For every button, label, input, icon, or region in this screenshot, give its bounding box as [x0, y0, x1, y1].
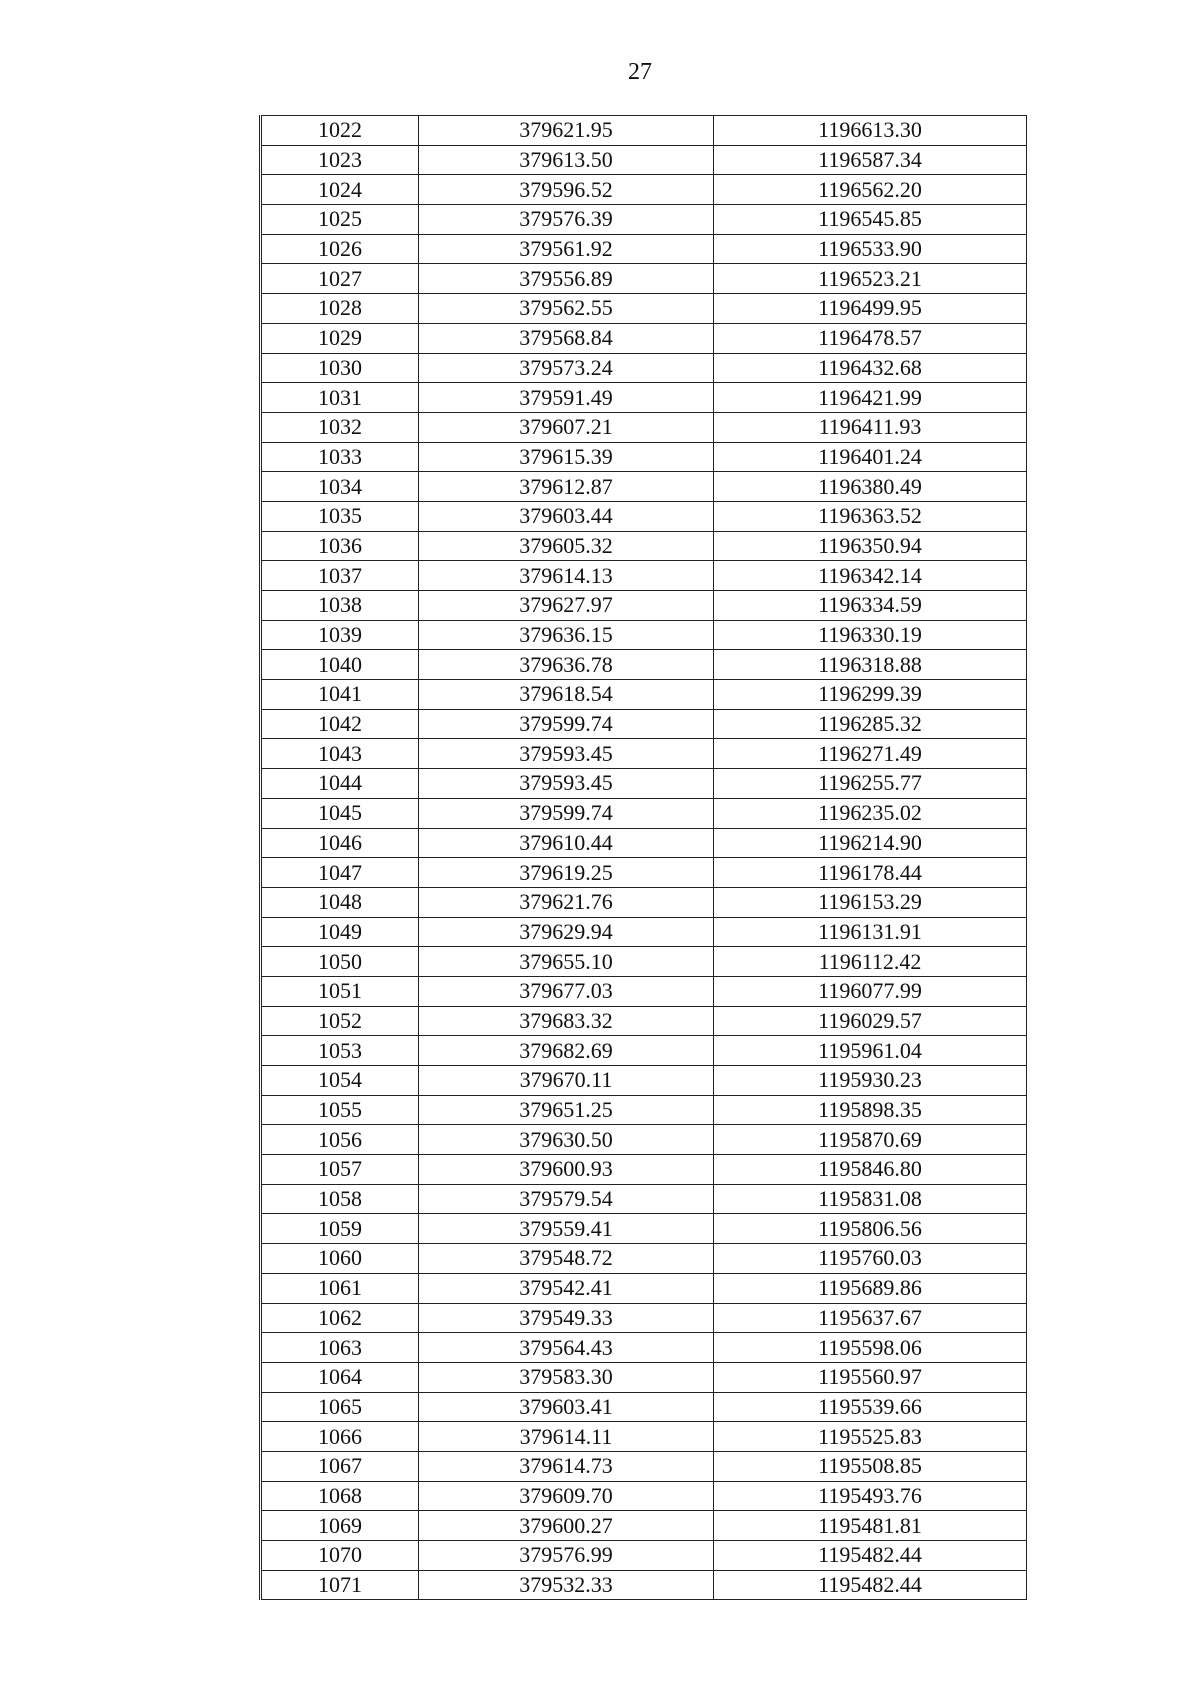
y-coordinate-cell: 1196318.88: [714, 650, 1027, 680]
point-number-cell: 1055: [261, 1095, 419, 1125]
x-coordinate-cell: 379600.93: [419, 1155, 714, 1185]
table-row: [261, 1362, 1027, 1392]
point-number-cell: 1036: [261, 531, 419, 561]
table-row: [261, 1570, 1027, 1600]
table-row: [261, 501, 1027, 531]
table-row: [261, 828, 1027, 858]
y-coordinate-cell: 1196235.02: [714, 798, 1027, 828]
point-number-cell: 1051: [261, 976, 419, 1006]
y-coordinate-cell: 1195493.76: [714, 1481, 1027, 1511]
point-number-cell: 1060: [261, 1244, 419, 1274]
table-row: [261, 175, 1027, 205]
x-coordinate-cell: 379651.25: [419, 1095, 714, 1125]
point-number-cell: 1059: [261, 1214, 419, 1244]
point-number-cell: 1071: [261, 1570, 419, 1600]
table-row: [261, 1422, 1027, 1452]
x-coordinate-cell: 379603.41: [419, 1392, 714, 1422]
table-row: [261, 591, 1027, 621]
table-row: [261, 798, 1027, 828]
table-row: [261, 976, 1027, 1006]
point-number-cell: 1025: [261, 205, 419, 235]
point-number-cell: 1049: [261, 917, 419, 947]
page-number: 27: [628, 59, 652, 85]
point-number-cell: 1042: [261, 709, 419, 739]
x-coordinate-cell: 379600.27: [419, 1511, 714, 1541]
table-row: [261, 709, 1027, 739]
table-row: [261, 205, 1027, 235]
table-row: [261, 1066, 1027, 1096]
table-row: [261, 264, 1027, 294]
coordinate-table: [259, 115, 1027, 1600]
y-coordinate-cell: 1196587.34: [714, 145, 1027, 175]
x-coordinate-cell: 379576.99: [419, 1541, 714, 1571]
y-coordinate-cell: 1195930.23: [714, 1066, 1027, 1096]
y-coordinate-cell: 1196401.24: [714, 442, 1027, 472]
table-row: [261, 769, 1027, 799]
point-number-cell: 1057: [261, 1155, 419, 1185]
table-row: [261, 858, 1027, 888]
y-coordinate-cell: 1196421.99: [714, 383, 1027, 413]
table-row: [261, 620, 1027, 650]
point-number-cell: 1041: [261, 680, 419, 710]
table-row: [261, 116, 1027, 146]
table-row: [261, 650, 1027, 680]
table-row: [261, 1006, 1027, 1036]
point-number-cell: 1046: [261, 828, 419, 858]
y-coordinate-cell: 1196350.94: [714, 531, 1027, 561]
y-coordinate-cell: 1196029.57: [714, 1006, 1027, 1036]
x-coordinate-cell: 379599.74: [419, 798, 714, 828]
y-coordinate-cell: 1196178.44: [714, 858, 1027, 888]
point-number-cell: 1028: [261, 294, 419, 324]
x-coordinate-cell: 379613.50: [419, 145, 714, 175]
point-number-cell: 1053: [261, 1036, 419, 1066]
y-coordinate-cell: 1195898.35: [714, 1095, 1027, 1125]
y-coordinate-cell: 1196131.91: [714, 917, 1027, 947]
point-number-cell: 1038: [261, 591, 419, 621]
table-row: [261, 412, 1027, 442]
y-coordinate-cell: 1195831.08: [714, 1184, 1027, 1214]
x-coordinate-cell: 379542.41: [419, 1273, 714, 1303]
table-row: [261, 1036, 1027, 1066]
x-coordinate-cell: 379619.25: [419, 858, 714, 888]
point-number-cell: 1067: [261, 1451, 419, 1481]
x-coordinate-cell: 379609.70: [419, 1481, 714, 1511]
table-row: [261, 1451, 1027, 1481]
x-coordinate-cell: 379599.74: [419, 709, 714, 739]
point-number-cell: 1062: [261, 1303, 419, 1333]
table-row: [261, 561, 1027, 591]
x-coordinate-cell: 379564.43: [419, 1333, 714, 1363]
y-coordinate-cell: 1196545.85: [714, 205, 1027, 235]
y-coordinate-cell: 1196499.95: [714, 294, 1027, 324]
table-row: [261, 1303, 1027, 1333]
table-row: [261, 1184, 1027, 1214]
table-row: [261, 1481, 1027, 1511]
table-row: [261, 472, 1027, 502]
y-coordinate-cell: 1196342.14: [714, 561, 1027, 591]
point-number-cell: 1032: [261, 412, 419, 442]
point-number-cell: 1069: [261, 1511, 419, 1541]
x-coordinate-cell: 379682.69: [419, 1036, 714, 1066]
x-coordinate-cell: 379614.11: [419, 1422, 714, 1452]
y-coordinate-cell: 1196214.90: [714, 828, 1027, 858]
y-coordinate-cell: 1196271.49: [714, 739, 1027, 769]
point-number-cell: 1024: [261, 175, 419, 205]
x-coordinate-cell: 379559.41: [419, 1214, 714, 1244]
x-coordinate-cell: 379655.10: [419, 947, 714, 977]
point-number-cell: 1027: [261, 264, 419, 294]
point-number-cell: 1029: [261, 323, 419, 353]
table-row: [261, 1333, 1027, 1363]
x-coordinate-cell: 379683.32: [419, 1006, 714, 1036]
y-coordinate-cell: 1195482.44: [714, 1570, 1027, 1600]
y-coordinate-cell: 1196613.30: [714, 116, 1027, 146]
y-coordinate-cell: 1195806.56: [714, 1214, 1027, 1244]
point-number-cell: 1066: [261, 1422, 419, 1452]
y-coordinate-cell: 1196112.42: [714, 947, 1027, 977]
point-number-cell: 1052: [261, 1006, 419, 1036]
y-coordinate-cell: 1196363.52: [714, 501, 1027, 531]
table-row: [261, 294, 1027, 324]
x-coordinate-cell: 379605.32: [419, 531, 714, 561]
x-coordinate-cell: 379614.13: [419, 561, 714, 591]
point-number-cell: 1035: [261, 501, 419, 531]
table-row: [261, 1541, 1027, 1571]
y-coordinate-cell: 1195598.06: [714, 1333, 1027, 1363]
point-number-cell: 1030: [261, 353, 419, 383]
table-row: [261, 442, 1027, 472]
y-coordinate-cell: 1196255.77: [714, 769, 1027, 799]
table-row: [261, 1244, 1027, 1274]
y-coordinate-cell: 1195961.04: [714, 1036, 1027, 1066]
y-coordinate-cell: 1195539.66: [714, 1392, 1027, 1422]
point-number-cell: 1065: [261, 1392, 419, 1422]
point-number-cell: 1047: [261, 858, 419, 888]
x-coordinate-cell: 379614.73: [419, 1451, 714, 1481]
x-coordinate-cell: 379561.92: [419, 234, 714, 264]
y-coordinate-cell: 1196432.68: [714, 353, 1027, 383]
x-coordinate-cell: 379615.39: [419, 442, 714, 472]
point-number-cell: 1033: [261, 442, 419, 472]
coordinate-table-body: [261, 116, 1027, 1600]
y-coordinate-cell: 1196523.21: [714, 264, 1027, 294]
x-coordinate-cell: 379583.30: [419, 1362, 714, 1392]
table-row: [261, 739, 1027, 769]
y-coordinate-cell: 1195689.86: [714, 1273, 1027, 1303]
y-coordinate-cell: 1196153.29: [714, 887, 1027, 917]
x-coordinate-cell: 379627.97: [419, 591, 714, 621]
y-coordinate-cell: 1196562.20: [714, 175, 1027, 205]
y-coordinate-cell: 1196330.19: [714, 620, 1027, 650]
x-coordinate-cell: 379629.94: [419, 917, 714, 947]
table-row: [261, 1214, 1027, 1244]
x-coordinate-cell: 379630.50: [419, 1125, 714, 1155]
table-row: [261, 383, 1027, 413]
y-coordinate-cell: 1196285.32: [714, 709, 1027, 739]
point-number-cell: 1058: [261, 1184, 419, 1214]
y-coordinate-cell: 1196478.57: [714, 323, 1027, 353]
point-number-cell: 1043: [261, 739, 419, 769]
point-number-cell: 1063: [261, 1333, 419, 1363]
table-row: [261, 1511, 1027, 1541]
point-number-cell: 1068: [261, 1481, 419, 1511]
x-coordinate-cell: 379573.24: [419, 353, 714, 383]
y-coordinate-cell: 1195637.67: [714, 1303, 1027, 1333]
point-number-cell: 1070: [261, 1541, 419, 1571]
y-coordinate-cell: 1195560.97: [714, 1362, 1027, 1392]
y-coordinate-cell: 1195846.80: [714, 1155, 1027, 1185]
x-coordinate-cell: 379568.84: [419, 323, 714, 353]
x-coordinate-cell: 379610.44: [419, 828, 714, 858]
table-row: [261, 145, 1027, 175]
x-coordinate-cell: 379556.89: [419, 264, 714, 294]
table-row: [261, 1155, 1027, 1185]
x-coordinate-cell: 379562.55: [419, 294, 714, 324]
y-coordinate-cell: 1195760.03: [714, 1244, 1027, 1274]
x-coordinate-cell: 379532.33: [419, 1570, 714, 1600]
table-row: [261, 680, 1027, 710]
table-row: [261, 1392, 1027, 1422]
point-number-cell: 1023: [261, 145, 419, 175]
y-coordinate-cell: 1196533.90: [714, 234, 1027, 264]
y-coordinate-cell: 1195482.44: [714, 1541, 1027, 1571]
y-coordinate-cell: 1196077.99: [714, 976, 1027, 1006]
table-row: [261, 1125, 1027, 1155]
x-coordinate-cell: 379618.54: [419, 680, 714, 710]
table-row: [261, 234, 1027, 264]
x-coordinate-cell: 379636.15: [419, 620, 714, 650]
x-coordinate-cell: 379549.33: [419, 1303, 714, 1333]
y-coordinate-cell: 1196380.49: [714, 472, 1027, 502]
table-row: [261, 531, 1027, 561]
x-coordinate-cell: 379596.52: [419, 175, 714, 205]
point-number-cell: 1048: [261, 887, 419, 917]
x-coordinate-cell: 379607.21: [419, 412, 714, 442]
table-row: [261, 323, 1027, 353]
x-coordinate-cell: 379591.49: [419, 383, 714, 413]
table-row: [261, 353, 1027, 383]
x-coordinate-cell: 379612.87: [419, 472, 714, 502]
x-coordinate-cell: 379670.11: [419, 1066, 714, 1096]
x-coordinate-cell: 379677.03: [419, 976, 714, 1006]
x-coordinate-cell: 379621.76: [419, 887, 714, 917]
y-coordinate-cell: 1195525.83: [714, 1422, 1027, 1452]
x-coordinate-cell: 379621.95: [419, 116, 714, 146]
point-number-cell: 1050: [261, 947, 419, 977]
x-coordinate-cell: 379593.45: [419, 769, 714, 799]
x-coordinate-cell: 379636.78: [419, 650, 714, 680]
point-number-cell: 1061: [261, 1273, 419, 1303]
x-coordinate-cell: 379576.39: [419, 205, 714, 235]
table-row: [261, 1095, 1027, 1125]
point-number-cell: 1040: [261, 650, 419, 680]
point-number-cell: 1064: [261, 1362, 419, 1392]
point-number-cell: 1022: [261, 116, 419, 146]
x-coordinate-cell: 379579.54: [419, 1184, 714, 1214]
y-coordinate-cell: 1196299.39: [714, 680, 1027, 710]
point-number-cell: 1044: [261, 769, 419, 799]
x-coordinate-cell: 379548.72: [419, 1244, 714, 1274]
x-coordinate-cell: 379593.45: [419, 739, 714, 769]
table-row: [261, 887, 1027, 917]
y-coordinate-cell: 1195481.81: [714, 1511, 1027, 1541]
x-coordinate-cell: 379603.44: [419, 501, 714, 531]
point-number-cell: 1056: [261, 1125, 419, 1155]
point-number-cell: 1045: [261, 798, 419, 828]
point-number-cell: 1037: [261, 561, 419, 591]
point-number-cell: 1054: [261, 1066, 419, 1096]
point-number-cell: 1031: [261, 383, 419, 413]
point-number-cell: 1026: [261, 234, 419, 264]
table-row: [261, 1273, 1027, 1303]
table-row: [261, 947, 1027, 977]
y-coordinate-cell: 1196411.93: [714, 412, 1027, 442]
y-coordinate-cell: 1196334.59: [714, 591, 1027, 621]
point-number-cell: 1039: [261, 620, 419, 650]
y-coordinate-cell: 1195870.69: [714, 1125, 1027, 1155]
table-row: [261, 917, 1027, 947]
y-coordinate-cell: 1195508.85: [714, 1451, 1027, 1481]
point-number-cell: 1034: [261, 472, 419, 502]
